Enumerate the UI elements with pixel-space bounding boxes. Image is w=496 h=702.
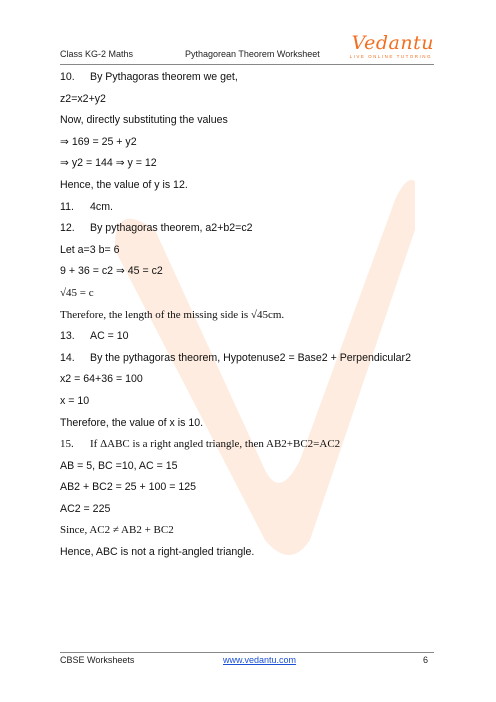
question-number: 14. [60,351,75,364]
vedantu-logo [346,32,436,66]
answer-text: AB = 5, BC =10, AC = 15 [60,459,178,472]
answer-text: Hence, ABC is not a right-angled triangle. [60,546,255,559]
answer-line [60,460,440,482]
answer-text: 4cm. [90,200,113,213]
footer-divider [60,652,434,653]
answer-line [60,503,440,525]
answer-text: By Pythagoras theorem we get, [90,71,238,83]
question-number: 12. [60,222,75,235]
answer-text: If ΔABC is a right angled triangle, then AB2+BC2=AC2 [90,438,341,451]
answer-text: Let a=3 b= 6 [60,243,120,256]
answer-line [60,481,440,503]
answer-line-numbered [60,352,440,374]
question-number: 10. [60,71,75,83]
answer-line-numbered [60,438,440,460]
answer-line [60,93,440,115]
answer-text: Therefore, the value of x is 10. [60,416,204,429]
answer-text: Since, AC2 ≠ AB2 + BC2 [60,524,174,537]
page-number: 6 [422,655,428,665]
answer-line [60,524,440,546]
answer-text: x2 = 64+36 = 100 [60,373,143,386]
answer-text: Now, directly substituting the values [60,114,228,127]
answer-text: Hence, the value of y is 12. [60,178,188,191]
answer-line [60,373,440,395]
page-header [60,32,436,62]
answer-text: x = 10 [60,394,90,407]
answer-content [60,71,440,568]
footer-label: CBSE Worksheets [60,655,135,665]
answer-line [60,395,440,417]
question-number: 13. [60,330,75,343]
answer-text: By the pythagoras theorem, Hypotenuse2 = Base2 + Perpendicular2 [90,351,411,364]
question-number: 15. [60,438,74,451]
answer-line [60,114,440,136]
answer-line [60,417,440,439]
answer-line [60,546,440,568]
answer-text: 9 + 36 = c2 ⇒ 45 = c2 [60,265,163,278]
question-number: 11. [60,200,74,213]
website-link[interactable]: www.vedantu.com [223,655,297,665]
answer-line [60,309,440,331]
answer-line-numbered [60,71,440,93]
answer-text: AB2 + BC2 = 25 + 100 = 125 [60,481,197,494]
answer-text: √45 = c [60,286,94,299]
worksheet-title: Pythagorean Theorem Worksheet [185,49,320,59]
answer-line [60,244,440,266]
answer-text: ⇒ 169 = 25 + y2 [60,135,137,148]
answer-line-numbered [60,201,440,223]
logo-tagline: LIVE ONLINE TUTORING [349,54,432,59]
header-divider [60,64,434,65]
answer-text: ⇒ y2 = 144 ⇒ y = 12 [60,157,157,170]
answer-text: By pythagoras theorem, a2+b2=c2 [90,222,253,235]
answer-text: AC = 10 [90,330,129,343]
answer-text: Therefore, the length of the missing side is √45cm. [60,308,285,321]
answer-line [60,179,440,201]
answer-line [60,287,440,309]
answer-line [60,265,440,287]
answer-line [60,136,440,158]
logo-wordmark: Vedantu [351,32,434,54]
answer-line [60,157,440,179]
class-label: Class KG-2 Maths [60,49,134,59]
answer-line-numbered [60,330,440,352]
answer-line-numbered [60,222,440,244]
answer-text: AC2 = 225 [60,502,111,515]
answer-text: z2=x2+y2 [60,92,106,105]
